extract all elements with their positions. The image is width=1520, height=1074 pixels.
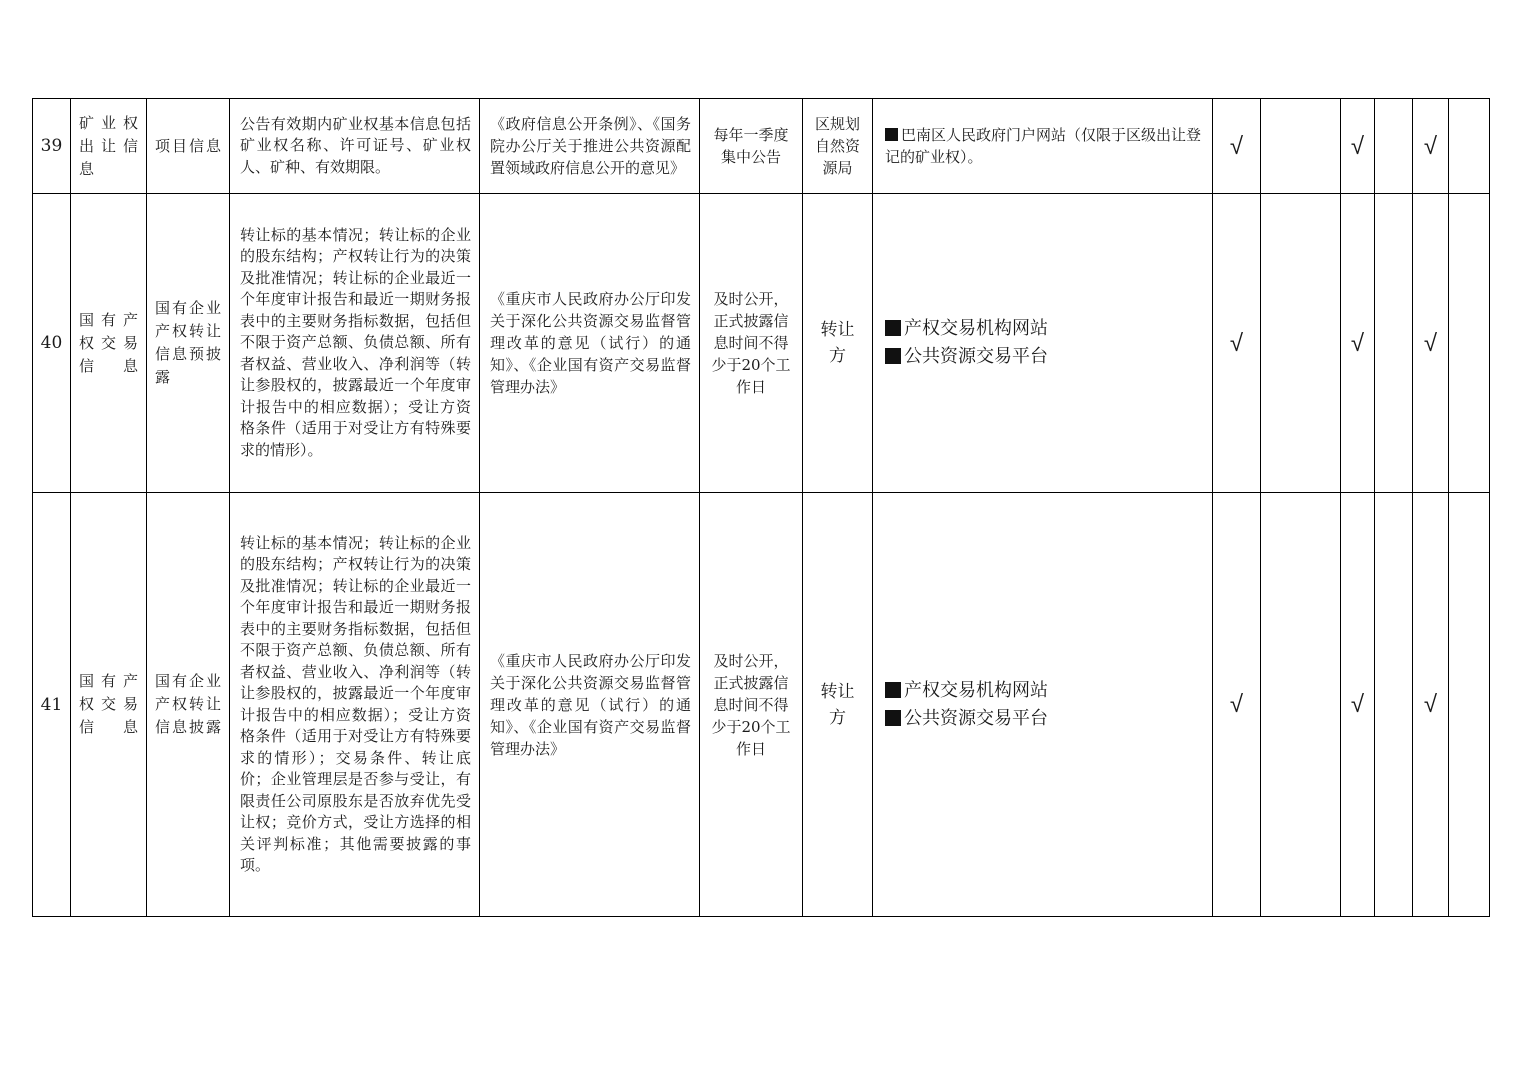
check-cell — [1375, 194, 1413, 493]
basis-cell: 《政府信息公开条例》、《国务院办公厅关于推进公共资源配置领域政府信息公开的意见》 — [480, 99, 700, 194]
square-bullet-icon — [885, 320, 901, 336]
check-cell: √ — [1213, 99, 1261, 194]
check-cell — [1375, 493, 1413, 917]
check-cell: √ — [1341, 194, 1375, 493]
square-bullet-icon — [885, 128, 898, 141]
table-row — [33, 194, 1490, 493]
item-cell: 国有企业产权转让信息披露 — [147, 493, 230, 917]
disclosure-table — [32, 98, 1490, 917]
dept-cell: 转让方 — [803, 493, 873, 917]
category-cell: 国有产权交易信息 — [71, 493, 147, 917]
basis-cell: 《重庆市人民政府办公厅印发关于深化公共资源交易监督管理改革的意见（试行）的通知》、《企业国有资产交易监督管理办法》 — [480, 493, 700, 917]
row-number: 41 — [33, 493, 71, 917]
channel-item: 巴南区人民政府门户网站（仅限于区级出让登记的矿业权）。 — [885, 126, 1202, 166]
item-cell: 项目信息 — [147, 99, 230, 194]
time-cell: 及时公开，正式披露信息时间不得少于20个工作日 — [700, 194, 803, 493]
check-cell — [1375, 99, 1413, 194]
check-cell: √ — [1413, 493, 1449, 917]
content-cell: 转让标的基本情况；转让标的企业的股东结构；产权转让行为的决策及批准情况；转让标的企业最近一个年度审计报告和最近一期财务报表中的主要财务指标数据，包括但不限于资产总额、负债总额、所有者权益、营业收入、净利润等（转让参股权的，披露最近一个年度审计报告中的相应数据）；受让方资格条件（适用于对受让方有特殊要求的情形）。 — [230, 194, 480, 493]
row-number: 40 — [33, 194, 71, 493]
row-number: 39 — [33, 99, 71, 194]
check-cell: √ — [1341, 493, 1375, 917]
check-cell — [1449, 99, 1490, 194]
check-cell — [1261, 194, 1341, 493]
check-cell: √ — [1341, 99, 1375, 194]
channel-cell — [873, 99, 1213, 194]
dept-cell: 区规划自然资源局 — [803, 99, 873, 194]
channel-item: 公共资源交易平台 — [885, 343, 1202, 371]
content-cell: 转让标的基本情况；转让标的企业的股东结构；产权转让行为的决策及批准情况；转让标的企业最近一个年度审计报告和最近一期财务报表中的主要财务指标数据，包括但不限于资产总额、负债总额、所有者权益、营业收入、净利润等（转让参股权的，披露最近一个年度审计报告中的相应数据）；受让方资格条件（适用于对受让方有特殊要求的情形）；交易条件、转让底价；企业管理层是否参与受让，有限责任公司原股东是否放弃优先受让权；竞价方式，受让方选择的相关评判标准；其他需要披露的事项。 — [230, 493, 480, 917]
channel-item: 产权交易机构网站 — [885, 677, 1202, 705]
category-cell: 矿业权出让信息 — [71, 99, 147, 194]
time-cell: 及时公开，正式披露信息时间不得少于20个工作日 — [700, 493, 803, 917]
basis-cell: 《重庆市人民政府办公厅印发关于深化公共资源交易监督管理改革的意见（试行）的通知》、《企业国有资产交易监督管理办法》 — [480, 194, 700, 493]
channel-item: 公共资源交易平台 — [885, 705, 1202, 733]
check-cell: √ — [1213, 493, 1261, 917]
category-cell: 国有产权交易信息 — [71, 194, 147, 493]
square-bullet-icon — [885, 348, 901, 364]
check-cell — [1261, 493, 1341, 917]
content-cell: 公告有效期内矿业权基本信息包括矿业权名称、许可证号、矿业权人、矿种、有效期限。 — [230, 99, 480, 194]
check-cell: √ — [1413, 194, 1449, 493]
time-cell: 每年一季度集中公告 — [700, 99, 803, 194]
square-bullet-icon — [885, 682, 901, 698]
item-cell: 国有企业产权转让信息预披露 — [147, 194, 230, 493]
channel-item: 产权交易机构网站 — [885, 315, 1202, 343]
check-cell — [1261, 99, 1341, 194]
channel-cell — [873, 493, 1213, 917]
check-cell: √ — [1213, 194, 1261, 493]
table-row — [33, 99, 1490, 194]
check-cell: √ — [1413, 99, 1449, 194]
channel-cell — [873, 194, 1213, 493]
square-bullet-icon — [885, 710, 901, 726]
dept-cell: 转让方 — [803, 194, 873, 493]
check-cell — [1449, 493, 1490, 917]
check-cell — [1449, 194, 1490, 493]
table-row — [33, 493, 1490, 917]
